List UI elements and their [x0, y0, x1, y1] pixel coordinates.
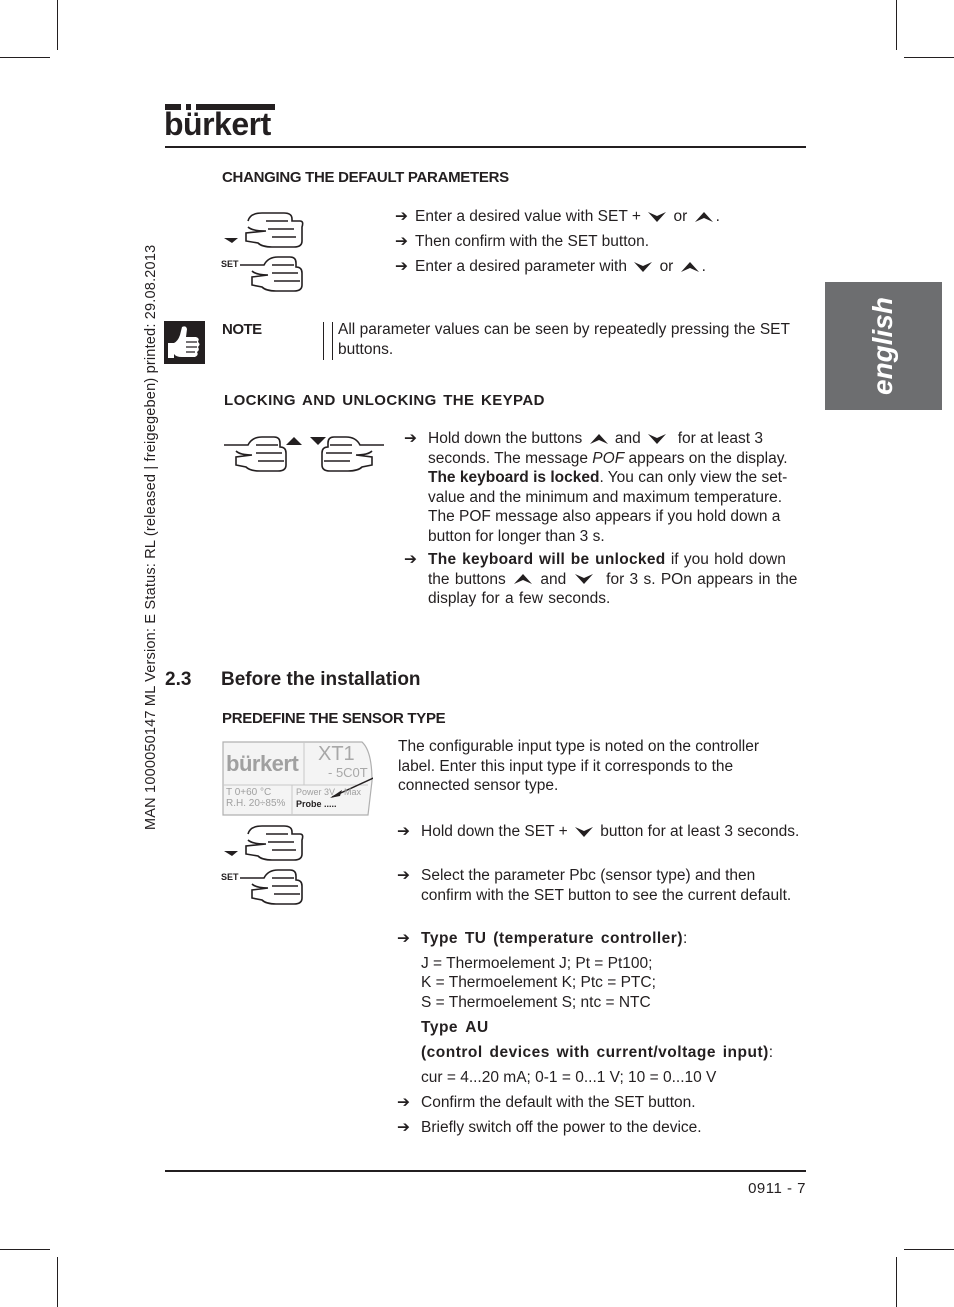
chevron-down-icon — [633, 261, 653, 273]
arrow-right-icon: ➔ — [397, 1094, 410, 1111]
label-temp-range: T 0+60 °C — [226, 787, 272, 798]
arrow-right-icon: ➔ — [395, 208, 408, 225]
hand-press-down-icon — [222, 820, 306, 862]
language-tab — [825, 282, 942, 410]
language-tab-label: english — [867, 296, 898, 396]
arrow-right-icon: ➔ — [404, 551, 417, 568]
chevron-up-icon — [680, 261, 700, 273]
s3-bullet-2: ➔ Select the parameter Pbc (sensor type) and then confirm with the SET button to see the current default. — [397, 867, 792, 904]
note-divider — [323, 322, 333, 360]
label-humidity-range: R.H. 20÷85% — [226, 798, 286, 809]
s1-step-2: ➔ Then confirm with the SET button. — [395, 233, 650, 250]
chevron-down-icon — [647, 433, 667, 445]
section-title: Before the installation — [221, 669, 421, 690]
label-power: Power 3V — [296, 787, 336, 797]
set-label: SET — [221, 872, 239, 882]
footer-rule — [165, 1170, 806, 1172]
s3-intro: The configurable input type is noted on the controller label. Enter this input type if it corresponds to the connected sensor type. — [398, 738, 760, 794]
thumbs-up-icon — [164, 321, 205, 364]
label-max: Max — [344, 787, 362, 797]
hand-press-set-icon — [238, 864, 306, 906]
chevron-up-icon — [589, 433, 609, 445]
chevron-down-icon — [574, 826, 594, 838]
label-code: - 5C0T — [328, 765, 368, 780]
note-label: NOTE — [222, 321, 262, 338]
s3-bullet-3: ➔ Type TU (temperature controller): — [397, 930, 688, 947]
note-text: All parameter values can be seen by repeatedly pressing the SET buttons. — [338, 321, 790, 358]
label-probe: Probe ..... — [296, 799, 337, 809]
s1-step-3: ➔ Enter a desired parameter with or . — [395, 258, 706, 275]
s3-bullet-1: ➔ Hold down the SET + button for at least 3 seconds. — [397, 823, 800, 840]
arrow-right-icon: ➔ — [397, 823, 410, 840]
hand-press-set-icon — [238, 251, 306, 293]
section-heading-sensor-type: PREDEFINE THE SENSOR TYPE — [222, 710, 446, 727]
s2-bullet-1: ➔ Hold down the buttons and for at least 3 seconds. The message POF appears on the display. The keyboard is locked. You can only view the set-value and the minimum and maximum temperature. The POF message also appears if you hold down a button for longer than 3 s. — [404, 430, 788, 545]
header-rule — [165, 146, 806, 148]
chevron-up-icon — [694, 211, 714, 223]
section-heading-keypad-lock: LOCKING AND UNLOCKING THE KEYPAD — [224, 392, 545, 409]
chevron-up-icon — [513, 573, 533, 585]
crop-mark — [904, 1249, 954, 1250]
section-heading-changing-defaults: CHANGING THE DEFAULT PARAMETERS — [222, 169, 509, 186]
crop-mark — [0, 1249, 50, 1250]
label-model: XT1 — [318, 743, 355, 765]
page-number: 0911 - 7 — [748, 1180, 806, 1197]
logo-text: bürkert — [164, 106, 271, 142]
crop-mark — [904, 57, 954, 58]
crop-mark — [896, 1257, 897, 1307]
hand-press-down-icon — [308, 431, 388, 473]
hand-press-up-icon — [222, 431, 304, 473]
au-subtitle: (control devices with current/voltage input): — [421, 1044, 774, 1061]
arrow-right-icon: ➔ — [397, 930, 410, 947]
set-label: SET — [221, 259, 239, 269]
label-brand: bürkert — [226, 751, 299, 776]
arrow-right-icon: ➔ — [395, 258, 408, 275]
s2-bullet-2: ➔ The keyboard will be unlocked if you hold down the buttons and for 3 s. POn appears in the display for a few seconds. — [404, 551, 798, 607]
crop-mark — [896, 0, 897, 50]
burkert-logo — [165, 104, 275, 142]
s3-bullet-5: ➔ Briefly switch off the power to the device. — [397, 1119, 702, 1136]
arrow-right-icon: ➔ — [397, 867, 410, 884]
hand-press-down-icon — [222, 207, 306, 249]
crop-mark — [0, 57, 50, 58]
section-number: 2.3 — [165, 669, 192, 690]
au-values: cur = 4...20 mA; 0-1 = 0...1 V; 10 = 0...10 V — [421, 1069, 717, 1086]
tu-line-2: K = Thermoelement K; Ptc = PTC; — [421, 974, 656, 991]
controller-label-image — [222, 741, 373, 816]
crop-mark — [57, 0, 58, 50]
arrow-right-icon: ➔ — [395, 233, 408, 250]
tu-line-3: S = Thermoelement S; ntc = NTC — [421, 994, 651, 1011]
s1-step-1: ➔ Enter a desired value with SET + or . — [395, 208, 720, 225]
arrow-right-icon: ➔ — [397, 1119, 410, 1136]
s3-bullet-4: ➔ Confirm the default with the SET button. — [397, 1094, 696, 1111]
au-title: Type AU — [421, 1019, 489, 1036]
tu-line-1: J = Thermoelement J; Pt = Pt100; — [421, 955, 653, 972]
arrow-right-icon: ➔ — [404, 430, 417, 447]
crop-mark — [57, 1257, 58, 1307]
chevron-down-icon — [647, 211, 667, 223]
chevron-down-icon — [574, 573, 594, 585]
document-id-text: MAN 1000050147 ML Version: E Status: RL (released | freigegeben) printed: 29.08.2013 — [143, 244, 159, 830]
